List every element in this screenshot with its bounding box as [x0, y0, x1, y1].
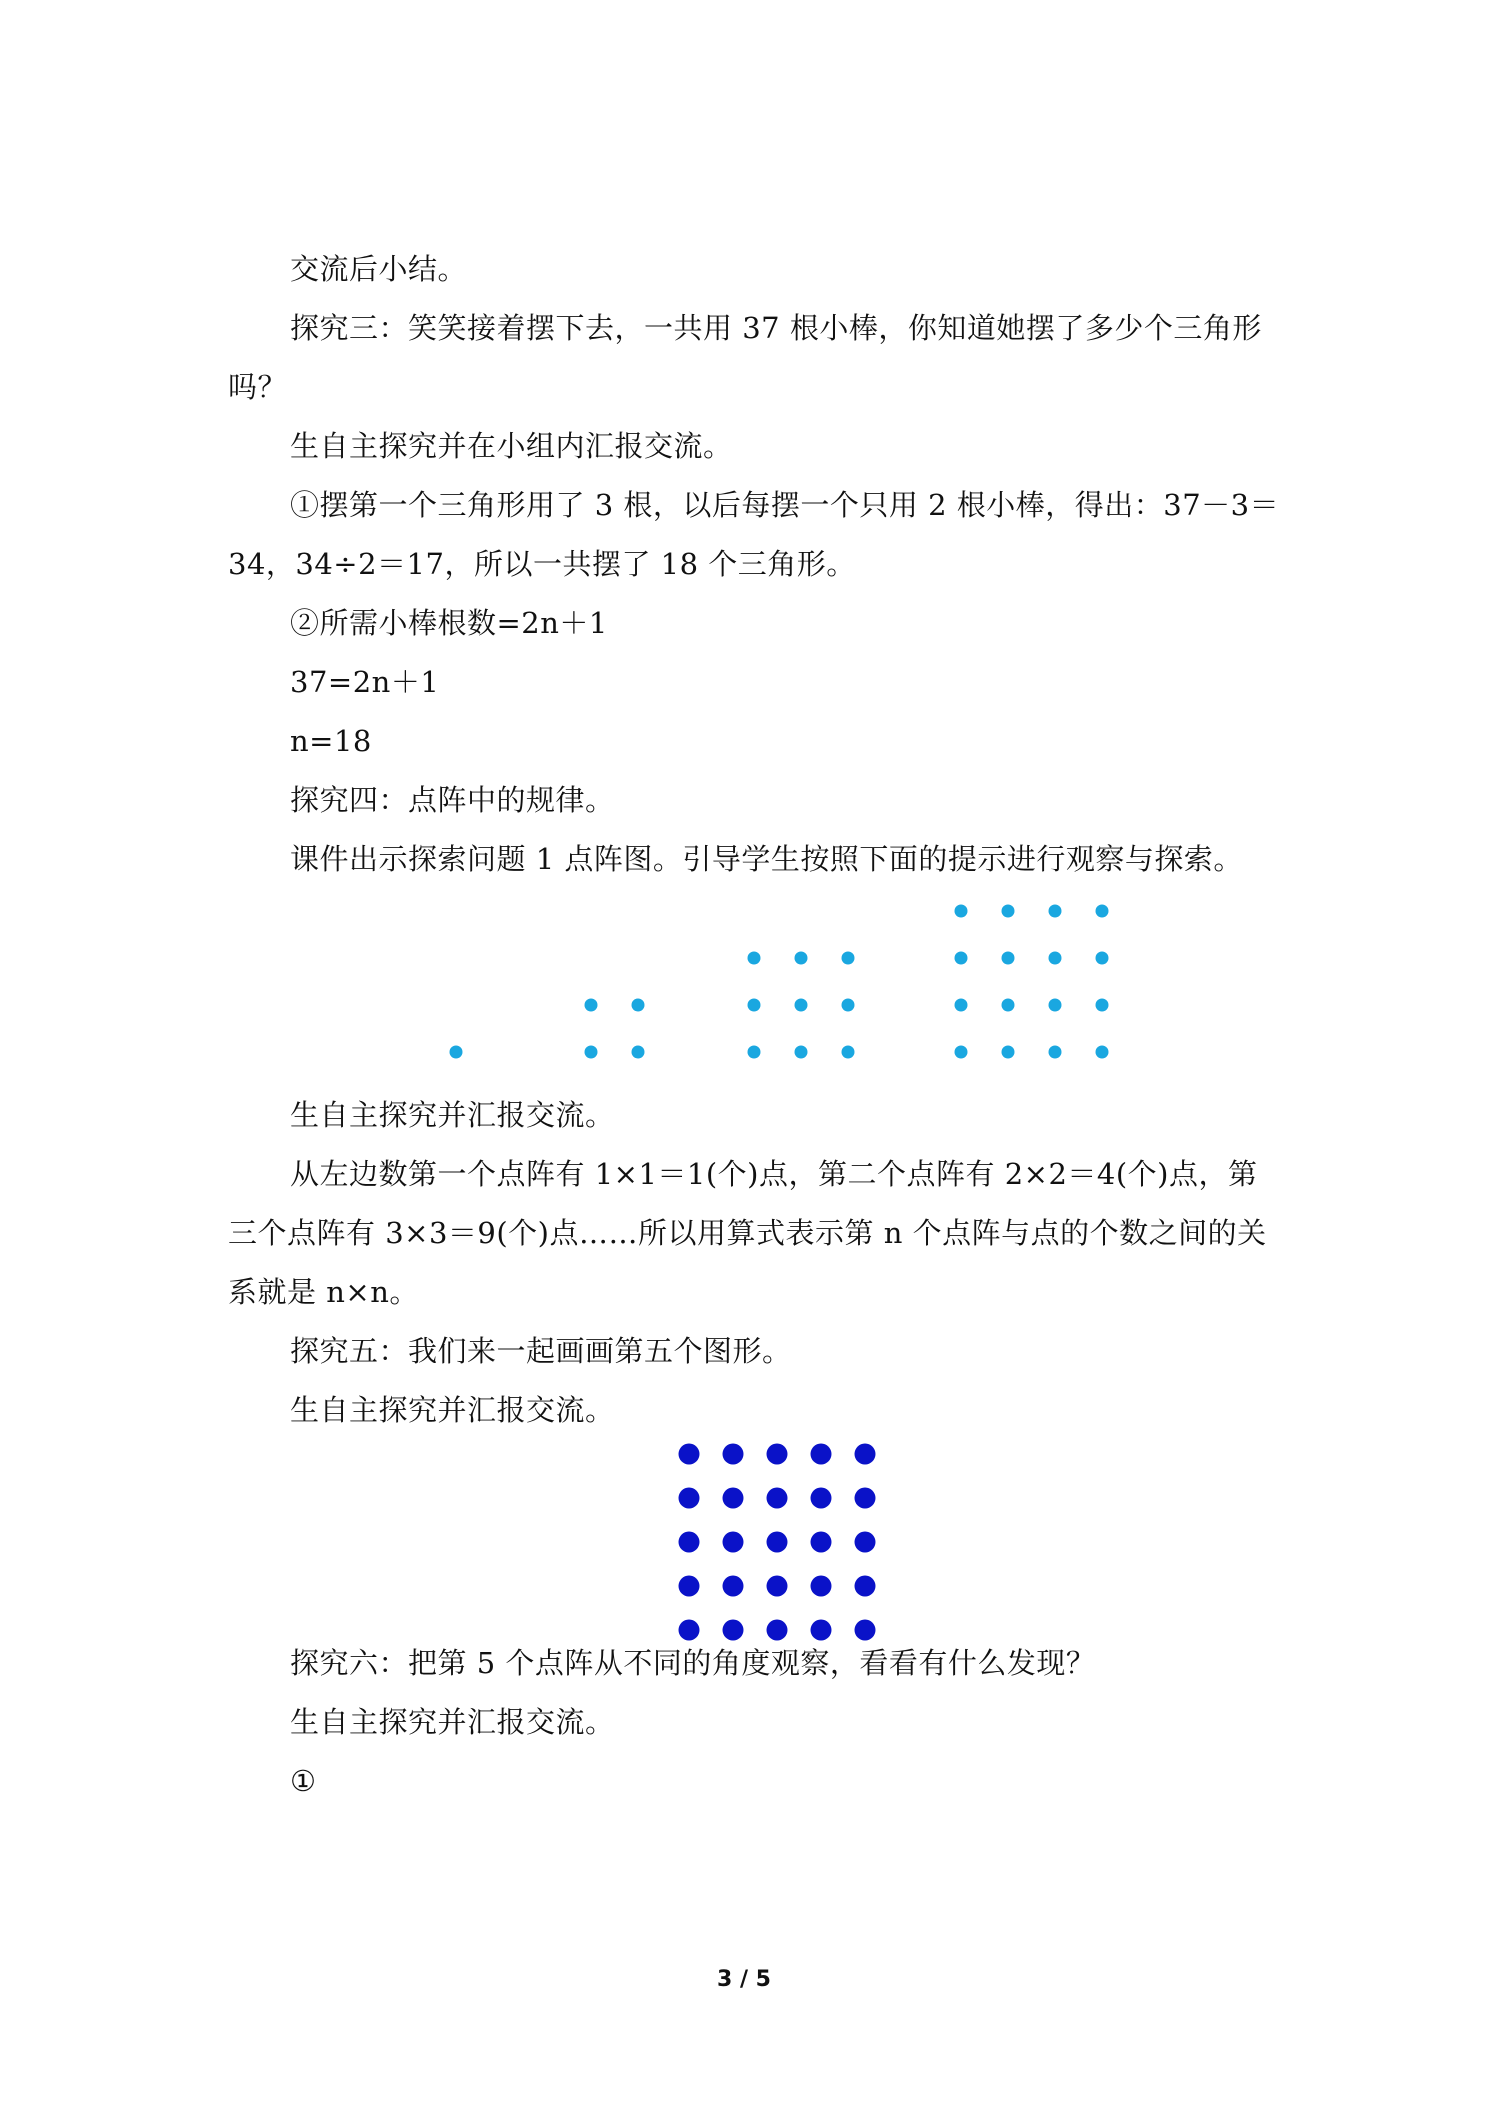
- paragraph-method-two: ②所需小棒根数=2n＋1: [290, 606, 608, 640]
- paragraph-courseware: 课件出示探索问题 1 点阵图。引导学生按照下面的提示进行观察与探索。: [290, 842, 1243, 876]
- dot: [723, 1488, 744, 1509]
- dot: [767, 1444, 788, 1465]
- dot: [723, 1576, 744, 1597]
- paragraph-counting-line2: 三个点阵有 3×3＝9(个)点……所以用算式表示第 n 个点阵与点的个数之间的关: [228, 1216, 1267, 1250]
- dot: [679, 1576, 700, 1597]
- dot: [679, 1488, 700, 1509]
- dot: [855, 1488, 876, 1509]
- equation-37: 37=2n＋1: [290, 665, 440, 699]
- paragraph-report-two: 生自主探究并汇报交流。: [290, 1393, 615, 1427]
- dot: [723, 1532, 744, 1553]
- paragraph-explore-three-line1: 探究三：笑笑接着摆下去，一共用 37 根小棒，你知道她摆了多少个三角形: [290, 311, 1262, 345]
- paragraph-method-one-line1: ①摆第一个三角形用了 3 根，以后每摆一个只用 2 根小棒，得出：37－3＝: [290, 488, 1280, 522]
- paragraph-counting-line1: 从左边数第一个点阵有 1×1＝1(个)点，第二个点阵有 2×2＝4(个)点，第: [290, 1157, 1258, 1191]
- equation-n: n=18: [290, 724, 372, 758]
- dot: [679, 1620, 700, 1641]
- dot: [679, 1444, 700, 1465]
- paragraph-group-report: 生自主探究并在小组内汇报交流。: [290, 429, 733, 463]
- dot: [679, 1532, 700, 1553]
- dot: [855, 1444, 876, 1465]
- paragraph-counting-line3: 系就是 n×n。: [228, 1275, 419, 1309]
- paragraph-explore-three-line2: 吗？: [228, 370, 288, 404]
- paragraph-report-three: 生自主探究并汇报交流。: [290, 1705, 615, 1739]
- dot: [811, 1576, 832, 1597]
- dot: [767, 1532, 788, 1553]
- paragraph-method-one-line2: 34，34÷2＝17，所以一共摆了 18 个三角形。: [228, 547, 856, 581]
- dot: [855, 1620, 876, 1641]
- dot: [767, 1620, 788, 1641]
- paragraph-report-one: 生自主探究并汇报交流。: [290, 1098, 615, 1132]
- dot: [811, 1532, 832, 1553]
- dot: [811, 1488, 832, 1509]
- dot-array-5: [679, 1444, 876, 1641]
- dot: [855, 1576, 876, 1597]
- paragraph-explore-four: 探究四：点阵中的规律。: [290, 783, 615, 817]
- dot: [811, 1620, 832, 1641]
- paragraph-explore-six: 探究六：把第 5 个点阵从不同的角度观察，看看有什么发现？: [290, 1646, 1096, 1680]
- paragraph-circled-one: ①: [290, 1764, 317, 1798]
- dot: [767, 1488, 788, 1509]
- paragraph-summary: 交流后小结。: [290, 252, 468, 286]
- dot: [855, 1532, 876, 1553]
- dot: [811, 1444, 832, 1465]
- dot: [767, 1576, 788, 1597]
- dot: [723, 1444, 744, 1465]
- page-number: 3 / 5: [717, 1967, 771, 1992]
- dot: [723, 1620, 744, 1641]
- paragraph-explore-five: 探究五：我们来一起画画第五个图形。: [290, 1334, 792, 1368]
